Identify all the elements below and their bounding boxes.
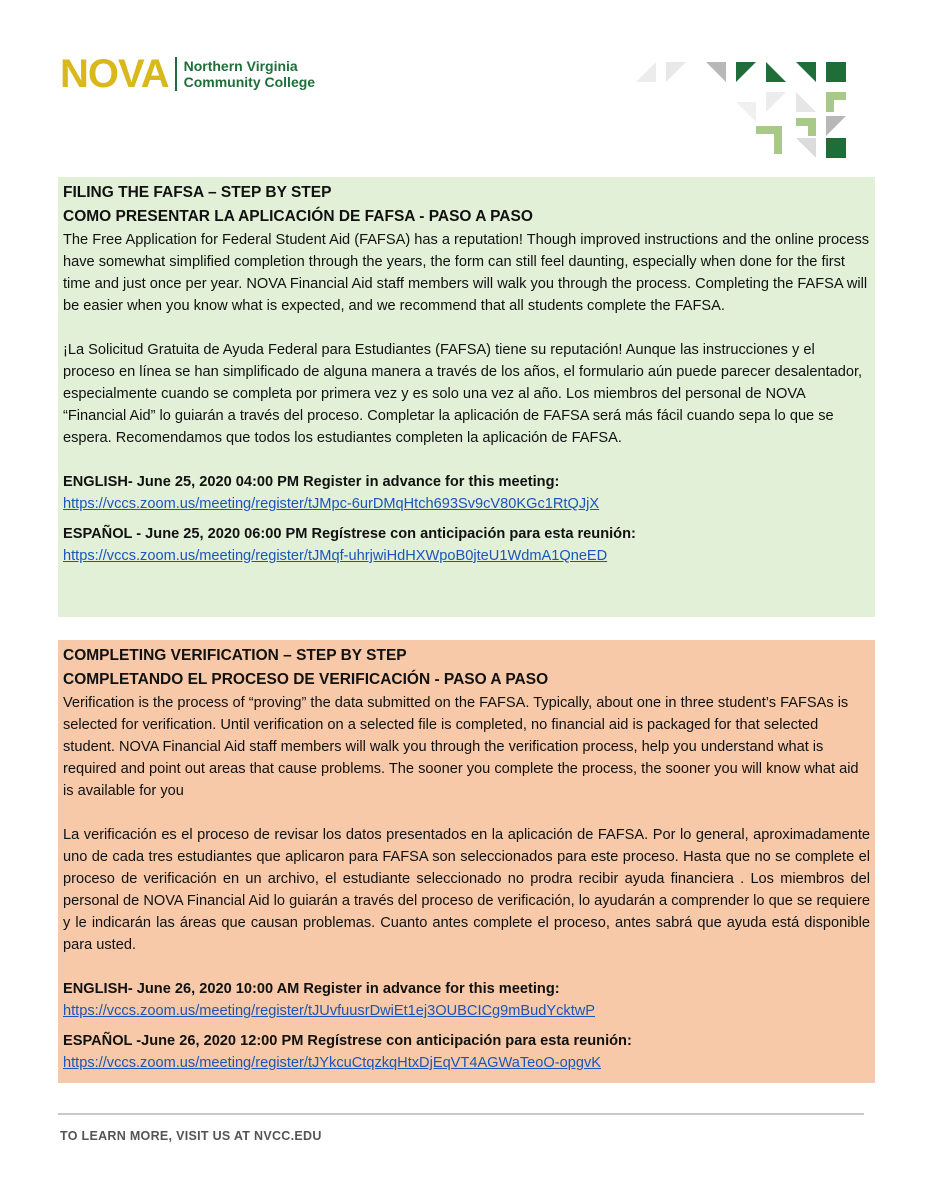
verification-spanish-session-label: ESPAÑOL -June 26, 2020 12:00 PM Regístrese con anticipación para esta reunión:	[63, 1033, 632, 1049]
verification-heading-spanish: COMPLETANDO EL PROCESO DE VERIFICACIÓN - PASO A PASO	[63, 671, 549, 688]
fafsa-heading-english: FILING THE FAFSA – STEP BY STEP	[63, 184, 332, 201]
verification-spanish-register-link[interactable]: https://vccs.zoom.us/meeting/register/tJYkcuCtqzkqHtxDjEqVT4AGWaTeoO-opgvK	[63, 1055, 602, 1071]
fafsa-english-register-link[interactable]: https://vccs.zoom.us/meeting/register/tJMpc-6urDMqHtch693Sv9cV80KGc1RtQJjX	[63, 496, 600, 512]
verification-section	[58, 640, 875, 1083]
verification-english-session-label: ENGLISH- June 26, 2020 10:00 AM Register in advance for this meeting:	[63, 981, 560, 997]
footer-divider	[58, 1113, 864, 1115]
decorative-pattern-graphic	[630, 54, 870, 166]
fafsa-heading-spanish: COMO PRESENTAR LA APLICACIÓN DE FAFSA - PASO A PASO	[63, 208, 533, 225]
fafsa-english-session-label: ENGLISH- June 25, 2020 04:00 PM Register in advance for this meeting:	[63, 474, 560, 490]
verification-intro-spanish: La verificación es el proceso de revisar los datos presentados en la aplicación de FAFSA. Por lo general, aproximadamente uno de cada tres estudiantes que aplicaron para FAFSA son seleccionados para este proceso. Hasta que no se complete el proceso de verificación en un archivo, el estudiante seleccionado no prodra recibir ayuda financiera . Los miembros del personal de NOVA Financial Aid lo guiarán a través del proceso de verificación, lo ayudarán a comprender lo que se requiere y le indicarán las áreas que causan problemas. Cuanto antes complete el proceso, antes sabrá que ayuda está disponible para usted.	[63, 827, 870, 953]
fafsa-section	[58, 177, 875, 617]
footer-website-note: TO LEARN MORE, VISIT US AT NVCC.EDU	[60, 1129, 322, 1143]
logo-wordmark: NOVA	[60, 52, 169, 96]
verification-english-register-link[interactable]: https://vccs.zoom.us/meeting/register/tJUvfuusrDwiEt1ej3OUBCICg9mBudYcktwP	[63, 1003, 596, 1019]
logo-college-name	[184, 58, 315, 90]
verification-intro-english: Verification is the process of “proving” the data submitted on the FAFSA. Typically, about one in three student’s FAFSAs is selected for verification. Until verification on a selected file is completed, no financial aid is packaged for that selected student. NOVA Financial Aid staff members will walk you through the verification process, help you understand what is required and point out areas that cause problems. The sooner you complete the process, the sooner you will know what aid is available for you	[63, 695, 859, 799]
fafsa-spanish-register-link[interactable]: https://vccs.zoom.us/meeting/register/tJMqf-uhrjwiHdHXWpoB0jteU1WdmA1QneED	[63, 548, 608, 564]
logo-line-1: Northern Virginia	[183, 58, 298, 74]
nova-logo	[60, 54, 315, 94]
logo-line-2: Community College	[183, 74, 316, 90]
verification-heading-english: COMPLETING VERIFICATION – STEP BY STEP	[63, 647, 407, 664]
fafsa-intro-spanish: ¡La Solicitud Gratuita de Ayuda Federal para Estudiantes (FAFSA) tiene su reputación! Aunque las instrucciones y el proceso en línea se han simplificado de alguna manera a través de los años, el formulario aún puede parecer desalentador, especialmente cuando se completa por primera vez y es solo una vez al año. Los miembros del personal de NOVA “Financial Aid” lo guiarán a través del proceso. Completar la aplicación de FAFSA será más fácil cuando sepa lo que se espera. Recomendamos que todos los estudiantes completen la aplicación de FAFSA.	[63, 342, 863, 446]
fafsa-intro-english: The Free Application for Federal Student Aid (FAFSA) has a reputation! Though improved instructions and the online process have somewhat simplified completion through the years, the form can still feel daunting, especially when done for the first time and just once per year. NOVA Financial Aid staff members will walk you through the process. Completing the FAFSA will be easier when you know what is expected, and we recommend that all students complete the FAFSA.	[63, 232, 870, 314]
fafsa-spanish-session-label: ESPAÑOL - June 25, 2020 06:00 PM Regístrese con anticipación para esta reunión:	[63, 526, 636, 542]
logo-divider	[175, 57, 177, 91]
